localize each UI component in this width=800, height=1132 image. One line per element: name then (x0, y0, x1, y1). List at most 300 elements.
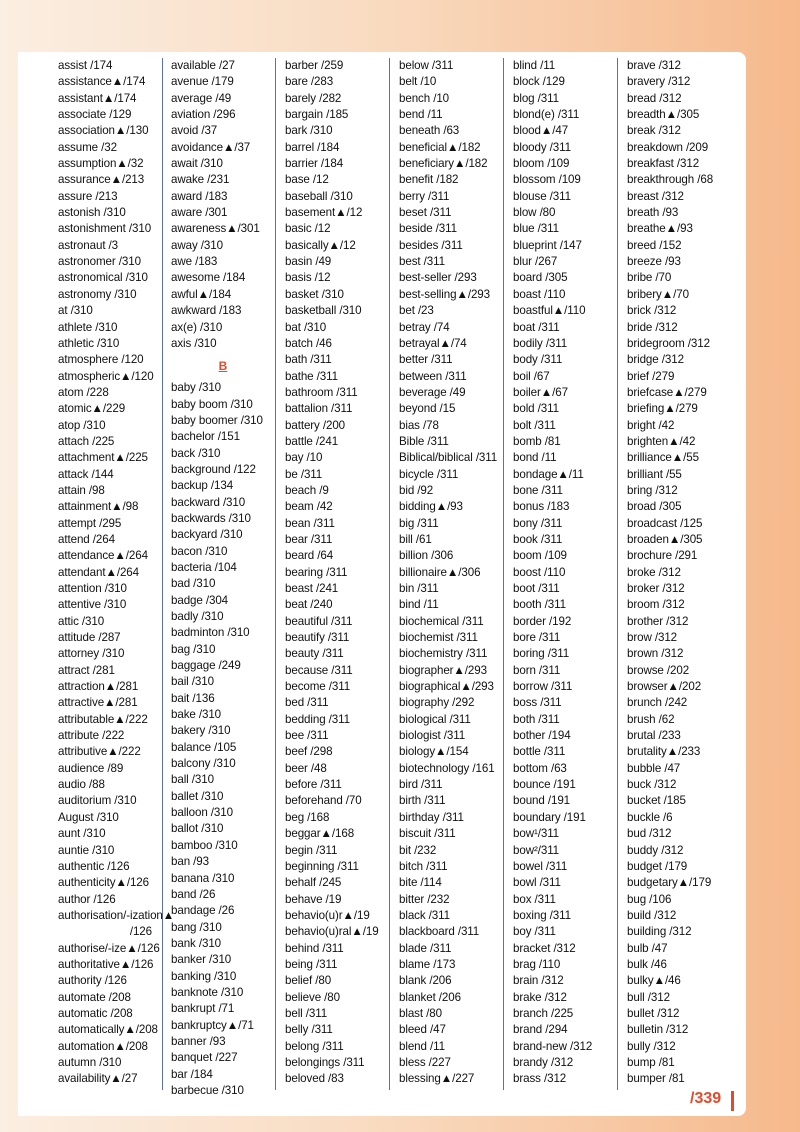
index-entry: betrayal▲/74 (399, 336, 467, 350)
index-entry: atmosphere /120 (58, 353, 144, 367)
index-entry: attraction▲/281 (58, 680, 139, 694)
index-entry: bully /312 (627, 1039, 676, 1053)
index-entry: breath /93 (627, 206, 679, 220)
index-entry: beam /42 (285, 500, 333, 514)
index-entry: blossom /109 (513, 173, 581, 187)
index-entry: bodily /311 (513, 336, 568, 350)
index-entry: bloom /109 (513, 157, 570, 171)
index-entry: basement▲/12 (285, 206, 363, 220)
index-entry: biological /311 (399, 712, 471, 726)
index-entry: banner /93 (171, 1034, 226, 1048)
index-entry: axis /310 (171, 336, 217, 350)
index-entry: betray /74 (399, 320, 450, 334)
index-entry: biographer▲/293 (399, 663, 487, 677)
index-entry: associate /129 (58, 108, 132, 122)
index-entry: attitude /287 (58, 631, 121, 645)
index-entry: born /311 (513, 663, 561, 677)
index-entry: backwards /310 (171, 511, 251, 525)
index-entry: backup /134 (171, 479, 234, 493)
index-entry: bankruptcy▲/71 (171, 1018, 254, 1032)
index-entry: boast /110 (513, 287, 566, 301)
index-entry: belt /10 (399, 75, 437, 89)
index-entry: bakery /310 (171, 724, 231, 738)
index-entry: batch /46 (285, 336, 332, 350)
index-entry: brunch /242 (627, 696, 688, 710)
index-entry: basketball /310 (285, 304, 362, 318)
index-column-6 (627, 58, 731, 1090)
index-entry: become /311 (285, 680, 351, 694)
index-entry: bin /311 (399, 582, 439, 595)
index-entry: blast /80 (399, 1006, 442, 1020)
index-entry: brutality▲/233 (627, 745, 701, 759)
index-entry: beautify /311 (285, 631, 350, 645)
index-entry: blue /311 (513, 222, 559, 236)
index-entry: authoritative▲/126 (58, 957, 154, 971)
index-entry: brow /312 (627, 631, 678, 645)
index-entry: both /311 (513, 712, 560, 726)
index-entry: begin /311 (285, 843, 338, 857)
index-entry: behavio(u)ral▲/19 (285, 925, 379, 939)
index-entry: breeze /93 (627, 255, 681, 269)
index-entry: audience /89 (58, 761, 124, 775)
index-entry: bitch /311 (399, 859, 448, 873)
index-entry: breathe▲/93 (627, 222, 693, 236)
index-entry: bacon /310 (171, 544, 228, 558)
index-entry: authorisation/-ization▲ (58, 908, 175, 922)
index-entry: astronomy /310 (58, 287, 137, 301)
index-entry: break /312 (627, 124, 681, 138)
index-column-2 (171, 58, 276, 1097)
index-entry: bowel /311 (513, 859, 568, 873)
index-entry: banana /310 (171, 871, 235, 885)
index-entry: barbecue /310 (171, 1083, 244, 1097)
index-entry: auditorium /310 (58, 794, 137, 808)
index-entry: believe /80 (285, 990, 340, 1004)
index-entry: black /311 (399, 908, 450, 922)
index-entry: barrel /184 (285, 140, 340, 154)
index-entry: beginning /311 (285, 859, 359, 873)
index-entry: biochemistry /311 (399, 647, 488, 661)
index-entry: browser▲/202 (627, 680, 702, 694)
index-entry: bark /310 (285, 124, 333, 138)
index-entry: bumper /81 (627, 1072, 685, 1086)
index-entry: boy /311 (513, 925, 556, 939)
index-entry: ballet /310 (171, 789, 224, 803)
index-entry: because /311 (285, 663, 353, 677)
index-entry: bay /10 (285, 451, 323, 465)
index-entry: bonus /183 (513, 500, 570, 514)
index-entry: attributable▲/222 (58, 712, 148, 726)
index-entry: breadth▲/305 (627, 108, 700, 122)
index-entry: behind /311 (285, 941, 344, 955)
index-column-5 (513, 58, 618, 1090)
index-entry: buckle /6 (627, 810, 673, 824)
index-entry: battery /200 (285, 418, 346, 432)
index-entry: berry /311 (399, 189, 450, 203)
index-entry: bathe /311 (285, 369, 338, 383)
index-entry: bitter /232 (399, 892, 450, 906)
index-entry: bulb /47 (627, 941, 668, 955)
index-entry: book /311 (513, 532, 563, 546)
index-entry: beggar▲/168 (285, 827, 355, 841)
index-entry: avenue /179 (171, 75, 234, 89)
index-entry: blackboard /311 (399, 925, 480, 939)
index-entry: August /310 (58, 810, 119, 824)
index-entry: brilliant /55 (627, 467, 682, 481)
index-entry: bright /42 (627, 418, 675, 432)
index-entry: best-seller /293 (399, 271, 477, 285)
index-entry: blade /311 (399, 941, 452, 955)
index-entry: bless /227 (399, 1055, 451, 1069)
index-entry: brag /110 (513, 957, 561, 971)
index-entry: bear /311 (285, 532, 333, 546)
index-entry: attorney /310 (58, 647, 125, 661)
index-entry: assistant▲/174 (58, 91, 137, 105)
index-entry: beneficiary▲/182 (399, 157, 488, 171)
index-entry: beard /64 (285, 549, 334, 563)
index-entry: bit /232 (399, 843, 437, 857)
index-entry: border /192 (513, 614, 572, 628)
index-entry: brown /312 (627, 647, 684, 661)
index-entry: backward /310 (171, 495, 246, 509)
index-entry: blanket /206 (399, 990, 461, 1004)
index-entry: benefit /182 (399, 173, 459, 187)
index-entry: brake /312 (513, 990, 567, 1004)
index-entry: beg /168 (285, 810, 330, 824)
index-entry: bankrupt /71 (171, 1002, 235, 1016)
index-entry: biochemical /311 (399, 614, 484, 628)
index-entry: bail /310 (171, 675, 214, 689)
index-entry: astronomer /310 (58, 255, 141, 269)
index-entry: boot /311 (513, 582, 560, 595)
index-entry: assure /213 (58, 189, 118, 203)
index-entry: brass /312 (513, 1072, 567, 1086)
index-column-3 (285, 58, 390, 1090)
index-entry: beneath /63 (399, 124, 460, 138)
index-entry: Biblical/biblical /311 (399, 451, 498, 465)
index-entry: bite /114 (399, 876, 442, 890)
index-entry: birthday /311 (399, 810, 464, 824)
index-entry: balance /105 (171, 740, 237, 754)
index-entry: bulky▲/46 (627, 974, 681, 988)
index-entry: below /311 (399, 59, 454, 72)
page-number: /339 (690, 1090, 722, 1107)
index-entry: atom /228 (58, 385, 109, 399)
index-entry: biography /292 (399, 696, 475, 710)
index-entry: bug /106 (627, 892, 672, 906)
index-entry: basin /49 (285, 255, 332, 269)
index-entry: atmospheric▲/120 (58, 369, 154, 383)
index-entry: bride /312 (627, 320, 678, 334)
index-entry: bottle /311 (513, 745, 566, 759)
index-entry: blow /80 (513, 206, 556, 220)
index-entry: billionaire▲/306 (399, 565, 481, 579)
index-entry: astronomical /310 (58, 271, 148, 285)
index-entry: breed /152 (627, 238, 682, 252)
index-entry: basically▲/12 (285, 238, 356, 252)
index-entry: belief /80 (285, 974, 332, 988)
index-entry: bulk /46 (627, 957, 667, 971)
index-entry: attendance▲/264 (58, 549, 148, 563)
index-entry: authority /126 (58, 974, 127, 988)
index-entry: auntie /310 (58, 843, 115, 857)
index-entry: beauty /311 (285, 647, 344, 661)
index-entry: attributive▲/222 (58, 745, 141, 759)
index-entry: awareness▲/301 (171, 222, 260, 236)
index-entry: ball /310 (171, 773, 214, 787)
index-entry: box /311 (513, 892, 556, 906)
index-entry: boundary /191 (513, 810, 586, 824)
index-entry: behalf /245 (285, 876, 342, 890)
index-entry: attack /144 (58, 467, 114, 481)
index-entry: bad /310 (171, 577, 216, 591)
index-entry: broker /312 (627, 582, 685, 595)
index-entry: baby /310 (171, 381, 222, 395)
index-entry: bench /10 (399, 91, 450, 105)
index-entry: beside /311 (399, 222, 457, 236)
index-entry: bidding▲/93 (399, 500, 463, 514)
index-entry: boss /311 (513, 696, 562, 710)
index-entry: ax(e) /310 (171, 320, 223, 334)
index-entry: beneficial▲/182 (399, 140, 481, 154)
index-entry: badge /304 (171, 593, 229, 607)
index-entry: boastful▲/110 (513, 304, 586, 318)
index-entry: best-selling▲/293 (399, 287, 490, 301)
index-entry: balloon /310 (171, 806, 233, 820)
index-entry: bachelor /151 (171, 430, 240, 444)
index-entry: brand-new /312 (513, 1039, 593, 1053)
index-entry: beforehand /70 (285, 794, 362, 808)
index-entry: bow¹/311 (513, 827, 560, 841)
index-entry: blood▲/47 (513, 124, 569, 138)
index-entry: badminton /310 (171, 626, 250, 640)
index-entry: bamboo /310 (171, 838, 238, 852)
index-entry: atop /310 (58, 418, 106, 432)
index-entry: boost /110 (513, 565, 566, 579)
index-entry: ballot /310 (171, 822, 224, 836)
index-entry: belong /311 (285, 1039, 344, 1053)
index-entry: behave /19 (285, 892, 342, 906)
index-entry: attainment▲/98 (58, 500, 139, 514)
index-entry: buck /312 (627, 778, 677, 792)
index-entry: authenticity▲/126 (58, 876, 149, 890)
index-entry: blueprint /147 (513, 238, 582, 252)
index-entry: beset /311 (399, 206, 452, 220)
index-entry: awake /231 (171, 173, 230, 187)
index-entry: at /310 (58, 304, 93, 318)
index-entry: biographical▲/293 (399, 680, 494, 694)
index-entry: bang /310 (171, 920, 222, 934)
index-entry: audio /88 (58, 778, 105, 792)
index-entry: beyond /15 (399, 402, 456, 416)
index-entry: bone /311 (513, 483, 563, 497)
index-entry: bare /283 (285, 75, 334, 89)
index-entry: assist /174 (58, 59, 113, 72)
index-entry: available /27 (171, 59, 235, 72)
index-entry: avoid /37 (171, 124, 218, 138)
index-entry: awkward /183 (171, 304, 242, 318)
index-entry: beverage /49 (399, 385, 466, 399)
index-entry: biscuit /311 (399, 827, 456, 841)
index-entry: basket /310 (285, 287, 344, 301)
index-entry: automate /208 (58, 990, 131, 1004)
index-entry: bind /11 (399, 598, 439, 612)
index-entry: bed /311 (285, 696, 329, 710)
index-entry: bias /78 (399, 418, 439, 432)
index-entry: award /183 (171, 189, 228, 203)
index-entry: bag /310 (171, 642, 216, 656)
index-entry: attach /225 (58, 434, 115, 448)
index-entry: await /310 (171, 157, 223, 171)
index-entry: bloody /311 (513, 140, 571, 154)
index-entry: blond(e) /311 (513, 108, 580, 122)
index-entry: broad /305 (627, 500, 682, 514)
index-entry: birth /311 (399, 794, 446, 808)
index-entry: branch /225 (513, 1006, 574, 1020)
index-entry: attend /264 (58, 532, 115, 546)
index-entry: attachment▲/225 (58, 451, 148, 465)
index-entry: author /126 (58, 892, 116, 906)
index-entry: balcony /310 (171, 757, 236, 771)
index-entry: biologist /311 (399, 729, 466, 743)
index-entry: attendant▲/264 (58, 565, 139, 579)
index-entry: building /312 (627, 925, 692, 939)
index-entry: best /311 (399, 255, 445, 269)
index-entry: awe /183 (171, 255, 218, 269)
index-entry: aunt /310 (58, 827, 106, 841)
index-entry: baby boomer /310 (171, 413, 263, 427)
index-entry: brutal /233 (627, 729, 681, 743)
index-entry: automatic /208 (58, 1006, 133, 1020)
index-entry: bend /11 (399, 108, 443, 122)
index-entry: bribery▲/70 (627, 287, 689, 301)
index-entry: borrow /311 (513, 680, 573, 694)
index-entry: ban /93 (171, 855, 209, 869)
index-entry: assume /32 (58, 140, 117, 154)
index-entry: buddy /312 (627, 843, 684, 857)
index-entry: blouse /311 (513, 189, 571, 203)
index-entry: bull /312 (627, 990, 670, 1004)
index-entry: blame /173 (399, 957, 456, 971)
index-entry: bar /184 (171, 1067, 213, 1081)
index-entry: bacteria /104 (171, 560, 237, 574)
index-entry: battle /241 (285, 434, 339, 448)
index-entry: blessing▲/227 (399, 1072, 475, 1086)
index-entry: bridegroom /312 (627, 336, 710, 350)
index-entry: brandy /312 (513, 1055, 574, 1069)
index-entry: body /311 (513, 353, 563, 367)
index-entry: bandage /26 (171, 904, 235, 918)
index-entry: authorise/-ize▲/126 (58, 941, 160, 955)
index-entry: bony /311 (513, 516, 563, 530)
index-entry: banking /310 (171, 969, 237, 983)
index-entry: barely /282 (285, 91, 342, 105)
index-entry: athlete /310 (58, 320, 118, 334)
index-entry: assumption▲/32 (58, 157, 144, 171)
index-entry: boom /109 (513, 549, 567, 563)
index-entry: bold /311 (513, 402, 559, 416)
index-entry: awesome /184 (171, 271, 246, 285)
index-entry: bicycle /311 (399, 467, 459, 481)
index-entry: brochure /291 (627, 549, 698, 563)
index-entry: before /311 (285, 778, 342, 792)
index-entry: bedding /311 (285, 712, 350, 726)
index-entry: bowl /311 (513, 876, 561, 890)
index-entry: biochemist /311 (399, 631, 478, 645)
index-entry: blind /11 (513, 59, 556, 72)
index-entry: bird /311 (399, 778, 443, 792)
index-entry: authentic /126 (58, 859, 130, 873)
index-entry: bridge /312 (627, 353, 684, 367)
index-entry: aviation /296 (171, 108, 236, 122)
index-entry: assurance▲/213 (58, 173, 145, 187)
index-entry: brave /312 (627, 59, 681, 72)
index-entry: astronaut /3 (58, 238, 119, 252)
index-entry: back /310 (171, 446, 221, 460)
index-entry: beloved /83 (285, 1072, 344, 1086)
index-entry: bucket /185 (627, 794, 686, 808)
index-entry: brick /312 (627, 304, 677, 318)
index-entry: beef /298 (285, 745, 333, 759)
index-entry: attractive▲/281 (58, 696, 138, 710)
index-entry: attain /98 (58, 483, 105, 497)
index-entry: bond /11 (513, 451, 557, 465)
index-entry: bill /61 (399, 532, 432, 546)
index-entry: be /311 (285, 467, 323, 481)
index-entry: breakthrough /68 (627, 173, 714, 187)
index-entry: bleed /47 (399, 1023, 446, 1037)
index-entry: basic /12 (285, 222, 331, 236)
index-entry: bet /23 (399, 304, 434, 318)
index-entry: base /12 (285, 173, 329, 187)
index-entry: bullet /312 (627, 1006, 680, 1020)
index-entry: broke /312 (627, 565, 681, 579)
index-entry: backyard /310 (171, 528, 243, 542)
index-entry: badly /310 (171, 610, 224, 623)
index-entry: belly /311 (285, 1023, 333, 1037)
index-entry: bat /310 (285, 320, 327, 334)
index-entry: bid /92 (399, 483, 434, 497)
index-entry: average /49 (171, 91, 232, 105)
index-entry: belongings /311 (285, 1055, 365, 1069)
index-entry: bomb /81 (513, 434, 561, 448)
index-entry: background /122 (171, 462, 256, 476)
index-entry: baby boom /310 (171, 397, 253, 411)
index-entry: barrier /184 (285, 157, 344, 171)
index-entry: attention /310 (58, 582, 127, 595)
index-entry: briefing▲/279 (627, 402, 698, 416)
index-entry: build /312 (627, 908, 677, 922)
index-entry: athletic /310 (58, 336, 120, 350)
index-entry: brother /312 (627, 614, 689, 628)
index-entry: assistance▲/174 (58, 75, 146, 89)
index-entry: behavio(u)r▲/19 (285, 908, 370, 922)
index-entry: beach /9 (285, 483, 329, 497)
index-entry: breakfast /312 (627, 157, 700, 171)
index-entry: boiler▲/67 (513, 385, 568, 399)
index-entry: billion /306 (399, 549, 454, 563)
index-entry: boring /311 (513, 647, 570, 661)
index-entry: bean /311 (285, 516, 335, 530)
index-entry: bread /312 (627, 91, 682, 105)
index-entry: avoidance▲/37 (171, 140, 251, 154)
index-entry: bribe /70 (627, 271, 672, 285)
index-entry: blur /267 (513, 255, 558, 269)
index-entry: budgetary▲/179 (627, 876, 712, 890)
index-entry: attempt /295 (58, 516, 122, 530)
index-entry: bank /310 (171, 936, 222, 950)
index-entry: beat /240 (285, 598, 333, 612)
